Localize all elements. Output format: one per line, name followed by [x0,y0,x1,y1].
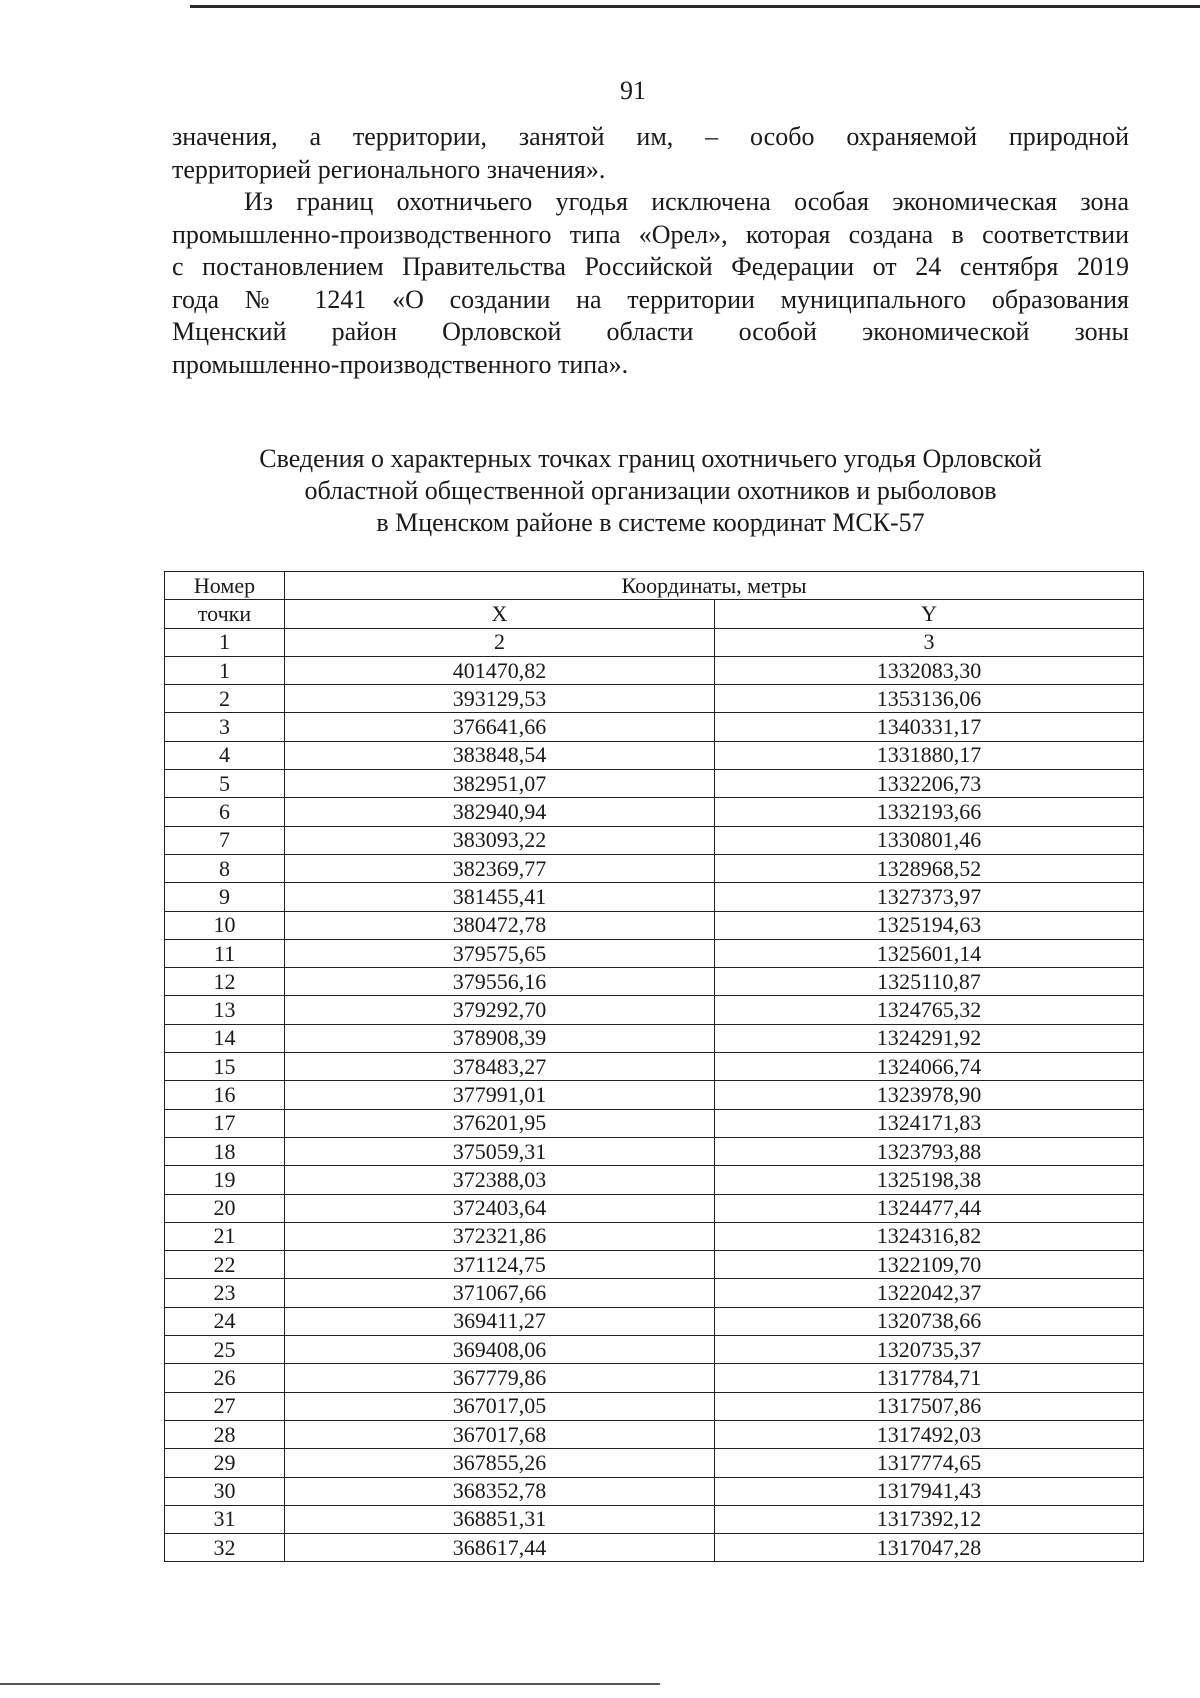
table-row [165,685,1144,713]
table-row [165,1505,1144,1533]
y-coordinate-cell: 1324477,44 [715,1194,1144,1222]
point-number-cell: 15 [165,1053,285,1081]
point-number-cell: 4 [165,741,285,769]
x-coordinate-cell: 372321,86 [285,1222,715,1250]
table-row [165,883,1144,911]
x-coordinate-cell: 368617,44 [285,1534,715,1562]
point-number-cell: 7 [165,826,285,854]
point-number-cell: 17 [165,1109,285,1137]
table-row [165,939,1144,967]
point-number-cell: 29 [165,1449,285,1477]
x-coordinate-cell: 367779,86 [285,1364,715,1392]
point-number-cell: 27 [165,1392,285,1420]
table-column-numbers-row [165,628,1144,656]
x-coordinate-cell: 369411,27 [285,1307,715,1335]
point-number-cell: 26 [165,1364,285,1392]
x-coordinate-cell: 368352,78 [285,1477,715,1505]
table-row [165,1109,1144,1137]
header-point-number-cont: точки [165,600,285,628]
x-coordinate-cell: 401470,82 [285,656,715,684]
y-coordinate-cell: 1317941,43 [715,1477,1144,1505]
y-coordinate-cell: 1322109,70 [715,1251,1144,1279]
column-number: 3 [715,628,1144,656]
y-coordinate-cell: 1320735,37 [715,1336,1144,1364]
point-number-cell: 28 [165,1420,285,1448]
y-coordinate-cell: 1325601,14 [715,939,1144,967]
column-number: 1 [165,628,285,656]
table-row [165,656,1144,684]
point-number-cell: 5 [165,770,285,798]
x-coordinate-cell: 367017,05 [285,1392,715,1420]
table-row [165,1420,1144,1448]
table-row [165,854,1144,882]
point-number-cell: 9 [165,883,285,911]
point-number-cell: 13 [165,996,285,1024]
y-coordinate-cell: 1328968,52 [715,854,1144,882]
point-number-cell: 18 [165,1137,285,1165]
point-number-cell: 19 [165,1166,285,1194]
paragraph-line: с постановлением Правительства Российской Федерации от 24 сентября 2019 [172,252,1129,281]
y-coordinate-cell: 1332206,73 [715,770,1144,798]
paragraph-line: Из границ охотничьего угодья исключена особая экономическая зона [244,187,1129,216]
y-coordinate-cell: 1324291,92 [715,1024,1144,1052]
table-row [165,1222,1144,1250]
y-coordinate-cell: 1323793,88 [715,1137,1144,1165]
table-row [165,798,1144,826]
table-row [165,1194,1144,1222]
y-coordinate-cell: 1317507,86 [715,1392,1144,1420]
table-body [165,656,1144,1562]
table-row [165,1024,1144,1052]
y-coordinate-cell: 1320738,66 [715,1307,1144,1335]
x-coordinate-cell: 378908,39 [285,1024,715,1052]
y-coordinate-cell: 1325110,87 [715,968,1144,996]
header-coordinates: Координаты, метры [285,572,1144,600]
x-coordinate-cell: 382951,07 [285,770,715,798]
point-number-cell: 12 [165,968,285,996]
table-row [165,1449,1144,1477]
table-row [165,1081,1144,1109]
x-coordinate-cell: 378483,27 [285,1053,715,1081]
header-point-number: Номер [165,572,285,600]
x-coordinate-cell: 383093,22 [285,826,715,854]
paragraph-line: значения, а территории, занятой им, – особо охраняемой природной [172,122,1129,151]
table-row [165,770,1144,798]
point-number-cell: 31 [165,1505,285,1533]
table-row [165,911,1144,939]
x-coordinate-cell: 377991,01 [285,1081,715,1109]
x-coordinate-cell: 383848,54 [285,741,715,769]
table-row [165,1053,1144,1081]
y-coordinate-cell: 1317492,03 [715,1420,1144,1448]
y-coordinate-cell: 1317392,12 [715,1505,1144,1533]
header-x: X [285,600,715,628]
point-number-cell: 21 [165,1222,285,1250]
table-row [165,968,1144,996]
x-coordinate-cell: 369408,06 [285,1336,715,1364]
point-number-cell: 24 [165,1307,285,1335]
y-coordinate-cell: 1325198,38 [715,1166,1144,1194]
table-header-row [165,600,1144,628]
y-coordinate-cell: 1353136,06 [715,685,1144,713]
point-number-cell: 30 [165,1477,285,1505]
heading-line: областной общественной организации охотников и рыболовов [304,476,997,505]
y-coordinate-cell: 1317784,71 [715,1364,1144,1392]
header-y: Y [715,600,1144,628]
scan-edge-top [190,5,1200,8]
table-row [165,1137,1144,1165]
paragraph-line: территорией регионального значения». [172,154,606,184]
point-number-cell: 14 [165,1024,285,1052]
table-row [165,741,1144,769]
table-row [165,1307,1144,1335]
x-coordinate-cell: 382369,77 [285,854,715,882]
table-row [165,1336,1144,1364]
paragraph-line: года № 1241 «О создании на территории муниципального образования [172,284,1129,314]
y-coordinate-cell: 1324765,32 [715,996,1144,1024]
table-row [165,826,1144,854]
x-coordinate-cell: 376201,95 [285,1109,715,1137]
point-number-cell: 2 [165,685,285,713]
table-row [165,713,1144,741]
point-number-cell: 10 [165,911,285,939]
table-row [165,1534,1144,1562]
table-row [165,1166,1144,1194]
table-heading [172,443,1129,539]
coordinates-table [164,571,1144,1562]
x-coordinate-cell: 367855,26 [285,1449,715,1477]
y-coordinate-cell: 1323978,90 [715,1081,1144,1109]
table-row [165,996,1144,1024]
x-coordinate-cell: 379292,70 [285,996,715,1024]
x-coordinate-cell: 367017,68 [285,1420,715,1448]
y-coordinate-cell: 1332193,66 [715,798,1144,826]
point-number-cell: 3 [165,713,285,741]
scan-edge-bottom [0,1683,660,1685]
x-coordinate-cell: 372403,64 [285,1194,715,1222]
paragraph-exclusion [172,186,1129,381]
column-number: 2 [285,628,715,656]
point-number-cell: 1 [165,656,285,684]
table-header-row [165,572,1144,600]
point-number-cell: 11 [165,939,285,967]
table-row [165,1251,1144,1279]
x-coordinate-cell: 376641,66 [285,713,715,741]
table-row [165,1279,1144,1307]
y-coordinate-cell: 1325194,63 [715,911,1144,939]
y-coordinate-cell: 1324066,74 [715,1053,1144,1081]
table-row [165,1477,1144,1505]
x-coordinate-cell: 371067,66 [285,1279,715,1307]
heading-line: в Мценском районе в системе координат МСК-57 [376,508,925,537]
y-coordinate-cell: 1331880,17 [715,741,1144,769]
x-coordinate-cell: 379575,65 [285,939,715,967]
point-number-cell: 8 [165,854,285,882]
point-number-cell: 22 [165,1251,285,1279]
x-coordinate-cell: 393129,53 [285,685,715,713]
y-coordinate-cell: 1317047,28 [715,1534,1144,1562]
paragraph-continuation [172,121,1129,186]
y-coordinate-cell: 1327373,97 [715,883,1144,911]
y-coordinate-cell: 1340331,17 [715,713,1144,741]
paragraph-line: Мценский район Орловской области особой экономической зоны [172,317,1129,346]
paragraph-line: промышленно-производственного типа». [172,349,629,379]
heading-line: Сведения о характерных точках границ охотничьего угодья Орловской [259,444,1042,473]
y-coordinate-cell: 1317774,65 [715,1449,1144,1477]
point-number-cell: 20 [165,1194,285,1222]
y-coordinate-cell: 1322042,37 [715,1279,1144,1307]
y-coordinate-cell: 1324171,83 [715,1109,1144,1137]
paragraph-line: промышленно-производственного типа «Орел», которая создана в соответствии [172,219,1129,249]
y-coordinate-cell: 1324316,82 [715,1222,1144,1250]
y-coordinate-cell: 1330801,46 [715,826,1144,854]
x-coordinate-cell: 368851,31 [285,1505,715,1533]
x-coordinate-cell: 379556,16 [285,968,715,996]
table-row [165,1392,1144,1420]
x-coordinate-cell: 372388,03 [285,1166,715,1194]
x-coordinate-cell: 375059,31 [285,1137,715,1165]
x-coordinate-cell: 381455,41 [285,883,715,911]
y-coordinate-cell: 1332083,30 [715,656,1144,684]
page-number: 91 [620,76,646,105]
point-number-cell: 16 [165,1081,285,1109]
x-coordinate-cell: 380472,78 [285,911,715,939]
x-coordinate-cell: 371124,75 [285,1251,715,1279]
point-number-cell: 25 [165,1336,285,1364]
point-number-cell: 32 [165,1534,285,1562]
point-number-cell: 6 [165,798,285,826]
table-row [165,1364,1144,1392]
x-coordinate-cell: 382940,94 [285,798,715,826]
point-number-cell: 23 [165,1279,285,1307]
